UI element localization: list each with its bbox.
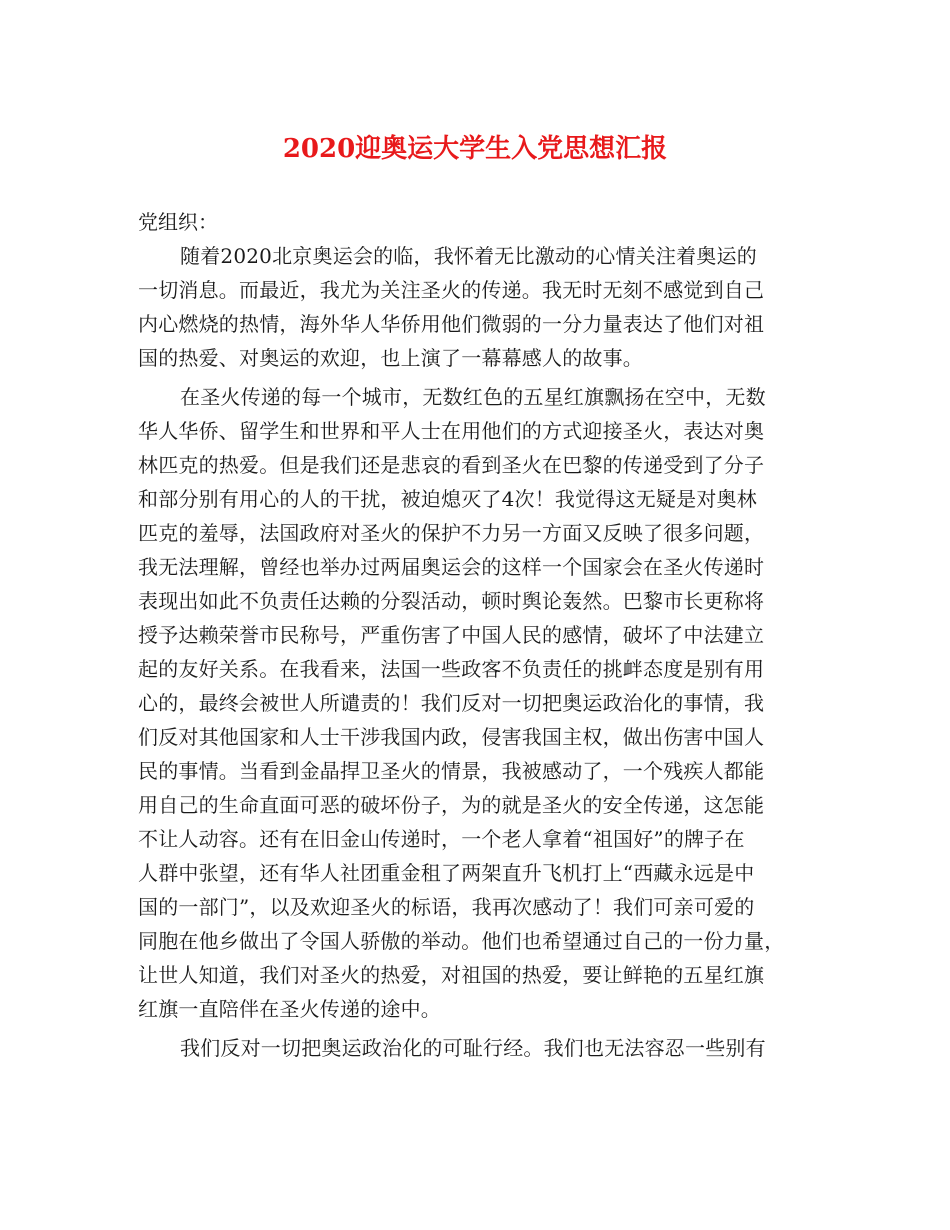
paragraph-line: 表现出如此不负责任达赖的分裂活动，顿时舆论轰然。巴黎市长更称将 — [138, 589, 765, 613]
paragraph-line: 随着2020北京奥运会的临，我怀着无比激动的心情关注着奥运的 — [180, 244, 757, 268]
paragraph-line: 心的，最终会被世人所谴责的！我们反对一切把奥运政治化的事情，我 — [138, 691, 765, 715]
paragraph-line: 授予达赖荣誉市民称号，严重伤害了中国人民的感情，破坏了中法建立 — [138, 623, 765, 647]
paragraph-line: 华人华侨、留学生和世界和平人士在用他们的方式迎接圣火，表达对奥 — [138, 419, 765, 443]
paragraph-line: 我无法理解，曾经也举办过两届奥运会的这样一个国家会在圣火传递时 — [138, 555, 765, 579]
salutation: 党组织： — [138, 210, 218, 234]
paragraph-line: 民的事情。当看到金晶捍卫圣火的情景，我被感动了，一个残疾人都能 — [138, 759, 765, 783]
paragraph-line: 们反对其他国家和人士干涉我国内政，侵害我国主权，做出伤害中国人 — [138, 725, 765, 749]
paragraph-1 — [138, 239, 828, 375]
paragraph-line: 在圣火传递的每一个城市，无数红色的五星红旗飘扬在空中，无数 — [180, 385, 766, 409]
paragraph-line: 不让人动容。还有在旧金山传递时，一个老人拿着“祖国好”的牌子在 — [138, 827, 745, 851]
paragraph-line: 让世人知道，我们对圣火的热爱，对祖国的热爱，要让鲜艳的五星红旗 — [138, 963, 765, 987]
paragraph-line: 一切消息。而最近，我尤为关注圣火的传递。我无时无刻不感觉到自己 — [138, 278, 765, 302]
paragraph-line: 林匹克的热爱。但是我们还是悲哀的看到圣火在巴黎的传递受到了分子 — [138, 453, 765, 477]
paragraph-3 — [138, 1031, 828, 1065]
paragraph-line: 用自己的生命直面可恶的破坏份子，为的就是圣火的安全传递，这怎能 — [138, 793, 765, 817]
paragraph-line: 内心燃烧的热情，海外华人华侨用他们微弱的一分力量表达了他们对祖 — [138, 312, 765, 336]
paragraph-line: 红旗一直陪伴在圣火传递的途中。 — [138, 997, 441, 1021]
paragraph-line: 匹克的羞辱，法国政府对圣火的保护不力另一方面又反映了很多问题， — [138, 521, 765, 545]
paragraph-line: 和部分别有用心的人的干扰，被迫熄灭了4次！我觉得这无疑是对奥林 — [138, 487, 757, 511]
document-title: 2020迎奥运大学生入党思想汇报 — [282, 134, 668, 164]
paragraph-line: 人群中张望，还有华人社团重金租了两架直升飞机打上“西藏永远是中 — [138, 861, 755, 885]
paragraph-line: 国的热爱、对奥运的欢迎，也上演了一幕幕感人的故事。 — [138, 346, 643, 370]
document-body — [138, 205, 828, 1065]
paragraph-2 — [138, 380, 828, 1026]
paragraph-line: 同胞在他乡做出了令国人骄傲的举动。他们也希望通过自己的一份力量， — [138, 929, 785, 953]
paragraph-line: 我们反对一切把奥运政治化的可耻行经。我们也无法容忍一些别有 — [180, 1036, 766, 1060]
paragraph-line: 起的友好关系。在我看来，法国一些政客不负责任的挑衅态度是别有用 — [138, 657, 765, 681]
paragraph-line: 国的一部门”，以及欢迎圣火的标语，我再次感动了！我们可亲可爱的 — [138, 895, 755, 919]
